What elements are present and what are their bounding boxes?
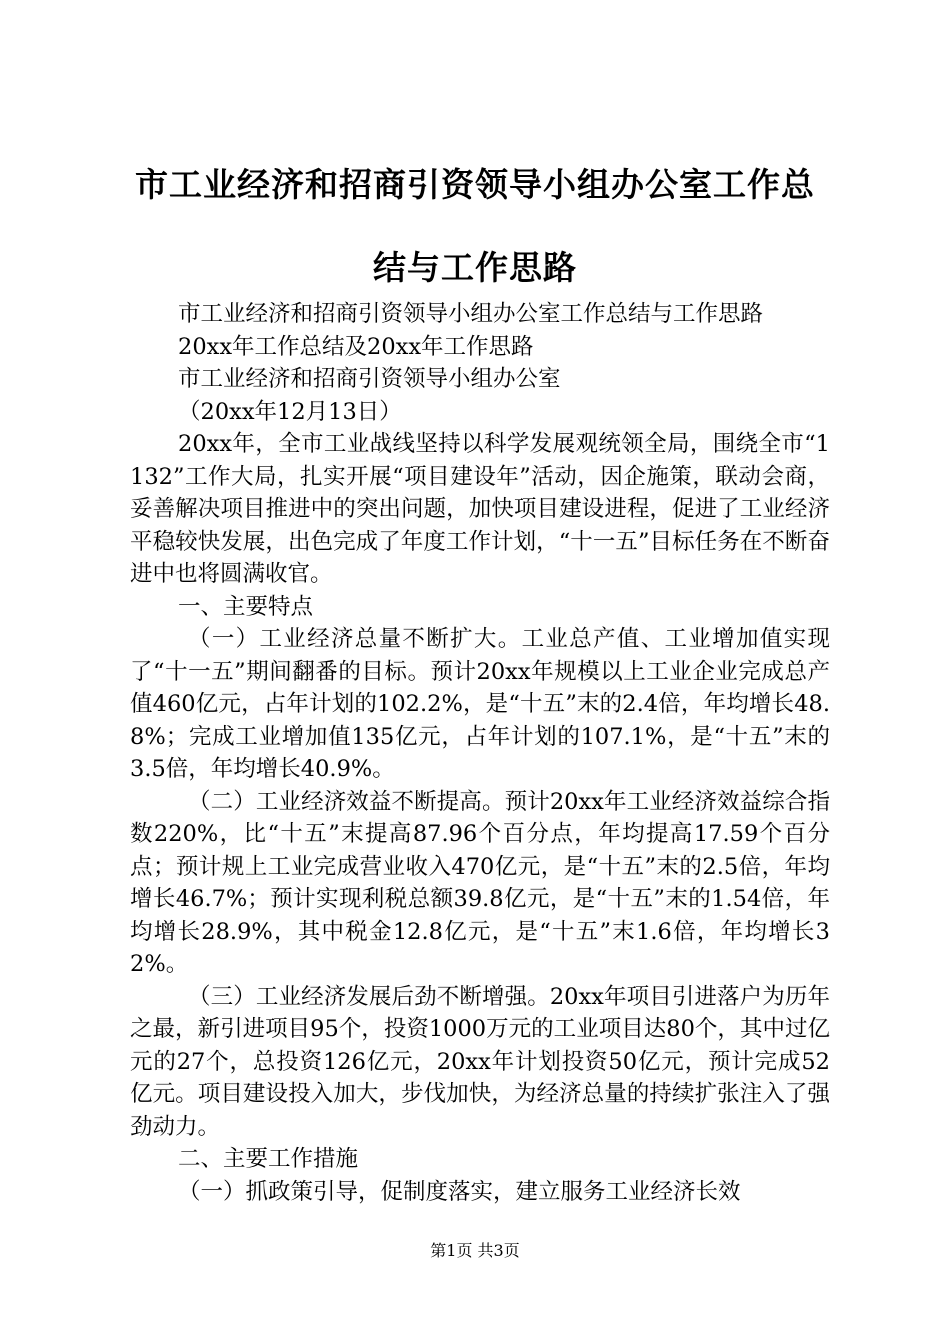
- date-line: （20xx年12月13日）: [178, 398, 402, 425]
- subsection-paragraph-3: （三）工业经济发展后劲不断增强。20xx年项目引进落户为历年之最，新引进项目95个，投资1000万元的工业项目达80个，其中过亿元的27个，总投资126亿元，20xx年计划投资50亿元，预计完成52亿元。项目建设投入加大，步伐加快，为经济总量的持续扩张注入了强劲动力。: [130, 983, 830, 1140]
- page-footer: 第1页 共3页: [430, 1241, 520, 1260]
- section-heading-1: 一、主要特点: [178, 593, 314, 620]
- document-title-line-1: 市工业经济和招商引资领导小组办公室工作总: [135, 165, 815, 204]
- intro-paragraph: 20xx年，全市工业战线坚持以科学发展观统领全局，围绕全市“1132”工作大局，扎实开展“项目建设年”活动，因企施策，联动会商，妥善解决项目推进中的突出问题，加快项目建设进程，促进了工业经济平稳较快发展，出色完成了年度工作计划，“十一五”目标任务在不断奋进中也将圆满收官。: [130, 431, 830, 587]
- subsection-paragraph-1: （一）工业经济总量不断扩大。工业总产值、工业增加值实现了“十一五”期间翻番的目标。预计20xx年规模以上工业企业完成总产值460亿元，占年计划的102.2%，是“十五”末的2.4倍，年均增长48.8%；完成工业增加值135亿元，占年计划的107.1%，是“十五”末的3.5倍，年均增长40.9%。: [130, 626, 830, 782]
- subtitle-paragraph: 市工业经济和招商引资领导小组办公室工作总结与工作思路: [178, 301, 764, 327]
- document-body: [130, 298, 830, 1208]
- document-title-line-2: 结与工作思路: [373, 248, 577, 287]
- subsection-paragraph-4: （一）抓政策引导，促制度落实，建立服务工业经济长效: [178, 1178, 741, 1205]
- subsection-paragraph-2: （二）工业经济效益不断提高。预计20xx年工业经济效益综合指数220%，比“十五”末提高87.96个百分点，年均提高17.59个百分点；预计规上工业完成营业收入470亿元，是“十五”末的2.5倍，年均增长46.7%；预计实现利税总额39.8亿元，是“十五”末的1.54倍，年均增长28.9%，其中税金12.8亿元，是“十五”末1.6倍，年均增长32%。: [130, 788, 830, 977]
- summary-heading: 20xx年工作总结及20xx年工作思路: [178, 333, 534, 360]
- author-line: 市工业经济和招商引资领导小组办公室: [178, 366, 561, 392]
- section-heading-2: 二、主要工作措施: [178, 1146, 359, 1172]
